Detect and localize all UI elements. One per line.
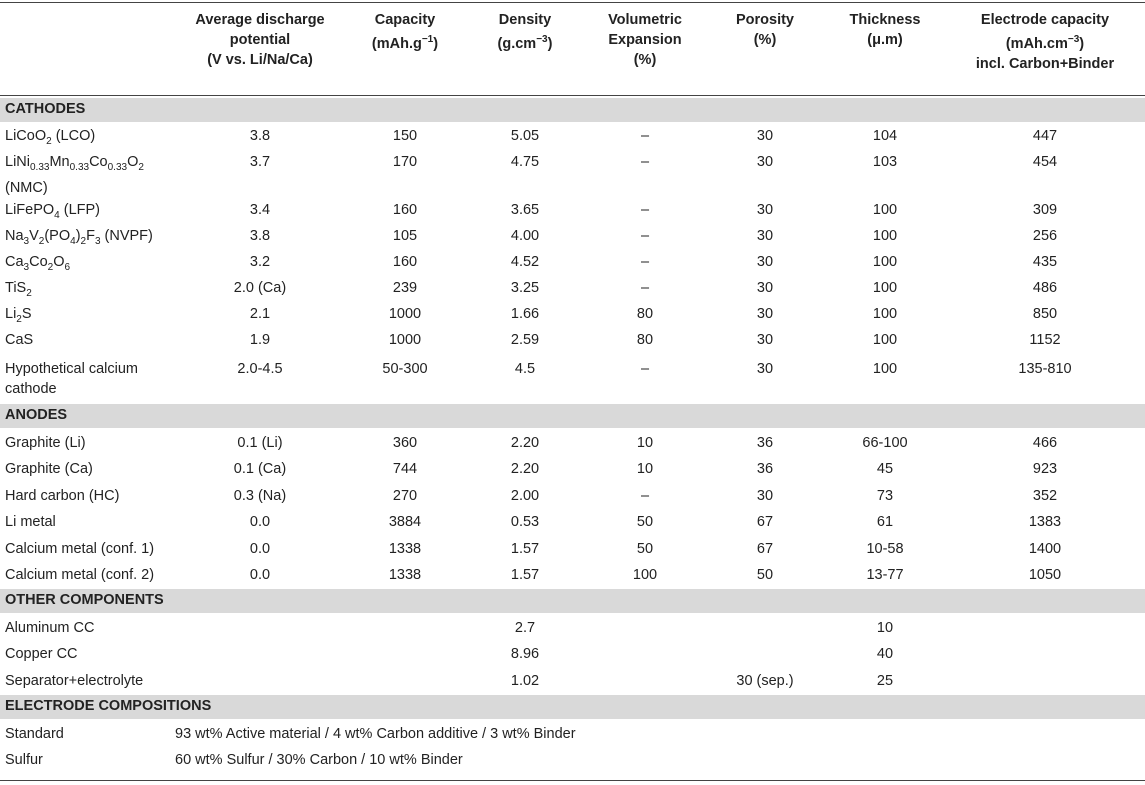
material-name: Li metal — [5, 514, 56, 530]
porosity-cell: 67 — [756, 514, 774, 530]
table-row — [0, 300, 1145, 326]
material-name: Copper CC — [5, 646, 78, 662]
porosity-cell: 30 — [756, 361, 774, 377]
density-cell: 2.59 — [510, 332, 540, 348]
potential-cell: 3.2 — [249, 254, 271, 270]
capacity-cell: 170 — [392, 154, 418, 170]
table-row — [0, 326, 1145, 352]
material-name: Separator+electrolyte — [5, 673, 144, 689]
porosity-cell: 30 — [756, 280, 774, 296]
expansion-cell: – — [640, 488, 650, 504]
thickness-cell: 25 — [876, 673, 894, 689]
table-row — [0, 561, 1145, 587]
table-row — [0, 248, 1145, 274]
thickness-cell: 61 — [876, 514, 894, 530]
thickness-cell: 45 — [876, 461, 894, 477]
density-cell: 0.53 — [510, 514, 540, 530]
electrode-capacity-cell: 352 — [1032, 488, 1058, 504]
thickness-cell: 100 — [872, 280, 898, 296]
header-capacity: Capacity $(mAh.g^{-1})$ — [371, 12, 439, 52]
electrode-capacity-cell: 447 — [1032, 128, 1058, 144]
potential-cell: 3.8 — [249, 128, 271, 144]
potential-cell: 0.0 — [249, 567, 271, 583]
density-cell: 4.00 — [510, 228, 540, 244]
capacity-cell: 744 — [392, 461, 418, 477]
thickness-cell: 100 — [872, 332, 898, 348]
thickness-cell: 100 — [872, 202, 898, 218]
thickness-cell: 100 — [872, 228, 898, 244]
material-name: Graphite (Li) — [5, 435, 86, 451]
expansion-cell: 100 — [632, 567, 658, 583]
thickness-cell: 10 — [876, 620, 894, 636]
potential-cell: 0.3 (Na) — [233, 488, 287, 504]
potential-cell: 0.1 (Ca) — [233, 461, 287, 477]
capacity-cell: 105 — [392, 228, 418, 244]
porosity-cell: 36 — [756, 435, 774, 451]
capacity-cell: 3884 — [388, 514, 422, 530]
capacity-cell: 160 — [392, 254, 418, 270]
capacity-cell: 50-300 — [382, 361, 428, 377]
porosity-cell: 30 — [756, 154, 774, 170]
electrode-capacity-cell: 135-810 — [1018, 361, 1072, 377]
thickness-cell: 100 — [872, 254, 898, 270]
electrode-capacity-cell: 256 — [1032, 228, 1058, 244]
porosity-cell: 30 — [756, 488, 774, 504]
material-name: Hypothetical calcium cathode — [5, 361, 138, 397]
density-cell: 4.75 — [510, 154, 540, 170]
density-cell: 2.20 — [510, 461, 540, 477]
table-row — [0, 508, 1145, 534]
table-row — [0, 720, 1145, 746]
expansion-cell: – — [640, 280, 650, 296]
potential-cell: 2.0 (Ca) — [233, 280, 287, 296]
potential-cell: 0.0 — [249, 541, 271, 557]
material-name: TiS$_2$ — [5, 280, 32, 299]
expansion-cell: – — [640, 228, 650, 244]
potential-cell: 0.1 (Li) — [237, 435, 283, 451]
electrode-capacity-cell: 1400 — [1028, 541, 1062, 557]
porosity-cell: 30 — [756, 306, 774, 322]
density-cell: 2.20 — [510, 435, 540, 451]
density-cell: 1.57 — [510, 567, 540, 583]
header-thickness: Thickness (μ.m) — [849, 12, 921, 48]
table-row — [0, 614, 1145, 640]
table-row — [0, 196, 1145, 222]
capacity-cell: 270 — [392, 488, 418, 504]
bottom-rule — [0, 780, 1145, 781]
density-cell: 1.57 — [510, 541, 540, 557]
density-cell: 2.7 — [514, 620, 536, 636]
potential-cell: 0.0 — [249, 514, 271, 530]
table-row — [0, 640, 1145, 666]
material-name: LiFePO$_4$ (LFP) — [5, 202, 101, 221]
capacity-cell: 160 — [392, 202, 418, 218]
capacity-cell: 239 — [392, 280, 418, 296]
thickness-cell: 10-58 — [866, 541, 904, 557]
composition-text: 60 wt% Sulfur / 30% Carbon / 10 wt% Binder — [175, 752, 463, 768]
potential-cell: 3.8 — [249, 228, 271, 244]
density-cell: 2.00 — [510, 488, 540, 504]
electrode-capacity-cell: 1383 — [1028, 514, 1062, 530]
table-row — [0, 482, 1145, 508]
section-cathodes: CATHODES — [0, 98, 1145, 122]
top-rule — [0, 2, 1145, 3]
potential-cell: 3.4 — [249, 202, 271, 218]
porosity-cell: 67 — [756, 541, 774, 557]
density-cell: 8.96 — [510, 646, 540, 662]
expansion-cell: 50 — [636, 541, 654, 557]
thickness-cell: 66-100 — [862, 435, 908, 451]
material-name: $Li_2S$ — [5, 306, 32, 325]
expansion-cell: – — [640, 254, 650, 270]
header-density: Density $(g.cm^{-3})$ — [497, 12, 553, 52]
header-electrode-capacity: Electrode capacity $(mAh.cm^{-3})$ incl. Carbon+Binder — [975, 12, 1115, 72]
table-row — [0, 148, 1145, 194]
expansion-cell: – — [640, 154, 650, 170]
expansion-cell: – — [640, 361, 650, 377]
expansion-cell: 10 — [636, 435, 654, 451]
porosity-cell: 30 — [756, 332, 774, 348]
expansion-cell: 80 — [636, 306, 654, 322]
capacity-cell: 1338 — [388, 567, 422, 583]
table-header — [0, 10, 1145, 90]
density-cell: 5.05 — [510, 128, 540, 144]
density-cell: 4.5 — [514, 361, 536, 377]
material-name: LiCoO$_2$ (LCO) — [5, 128, 96, 147]
porosity-cell: 30 (sep.) — [736, 673, 794, 689]
section-anodes: ANODES — [0, 404, 1145, 428]
potential-cell: 2.1 — [249, 306, 271, 322]
density-cell: 1.02 — [510, 673, 540, 689]
electrode-capacity-cell: 850 — [1032, 306, 1058, 322]
potential-cell: 1.9 — [249, 332, 271, 348]
thickness-cell: 13-77 — [866, 567, 904, 583]
porosity-cell: 36 — [756, 461, 774, 477]
material-name: $LiNi_{0.33}Mn_{0.33}Co_{0.33}O_2$ (NMC) — [5, 154, 144, 196]
material-name: $Ca_3Co_2O_6$ — [5, 254, 71, 273]
material-name: Calcium metal (conf. 1) — [5, 541, 155, 557]
header-rule — [0, 95, 1145, 96]
section-electrode-compositions: ELECTRODE COMPOSITIONS — [0, 695, 1145, 719]
density-cell: 1.66 — [510, 306, 540, 322]
expansion-cell: – — [640, 128, 650, 144]
porosity-cell: 50 — [756, 567, 774, 583]
thickness-cell: 40 — [876, 646, 894, 662]
table-row — [0, 535, 1145, 561]
table-row — [0, 355, 1145, 401]
composition-text: 93 wt% Active material / 4 wt% Carbon additive / 3 wt% Binder — [175, 726, 576, 742]
section-other-components: OTHER COMPONENTS — [0, 589, 1145, 613]
material-name: Calcium metal (conf. 2) — [5, 567, 155, 583]
table-row — [0, 222, 1145, 248]
porosity-cell: 30 — [756, 128, 774, 144]
table-row — [0, 274, 1145, 300]
capacity-cell: 150 — [392, 128, 418, 144]
material-name: $Na_3V_2(PO_4)_2F_3$ (NVPF) — [5, 228, 153, 247]
material-name: CaS — [5, 332, 34, 348]
table-row — [0, 429, 1145, 455]
header-expansion: Volumetric Expansion (%) — [608, 12, 682, 68]
header-potential: Average discharge potential (V vs. Li/Na/Ca) — [195, 12, 325, 68]
capacity-cell: 1338 — [388, 541, 422, 557]
capacity-cell: 360 — [392, 435, 418, 451]
material-name: Hard carbon (HC) — [5, 488, 120, 504]
expansion-cell: – — [640, 202, 650, 218]
porosity-cell: 30 — [756, 254, 774, 270]
expansion-cell: 50 — [636, 514, 654, 530]
electrode-capacity-cell: 1050 — [1028, 567, 1062, 583]
capacity-cell: 1000 — [388, 332, 422, 348]
thickness-cell: 100 — [872, 361, 898, 377]
table-row — [0, 455, 1145, 481]
thickness-cell: 104 — [872, 128, 898, 144]
electrode-capacity-cell: 486 — [1032, 280, 1058, 296]
table-row — [0, 746, 1145, 772]
electrode-capacity-cell: 454 — [1032, 154, 1058, 170]
electrode-capacity-cell: 1152 — [1029, 332, 1061, 348]
density-cell: 4.52 — [510, 254, 540, 270]
capacity-cell: 1000 — [388, 306, 422, 322]
electrode-capacity-cell: 309 — [1032, 202, 1058, 218]
potential-cell: 3.7 — [249, 154, 271, 170]
electrode-capacity-cell: 466 — [1032, 435, 1058, 451]
density-cell: 3.25 — [510, 280, 540, 296]
density-cell: 3.65 — [510, 202, 540, 218]
material-name: Aluminum CC — [5, 620, 95, 636]
composition-name: Sulfur — [5, 752, 43, 768]
thickness-cell: 103 — [872, 154, 898, 170]
thickness-cell: 73 — [876, 488, 894, 504]
electrode-capacity-cell: 923 — [1032, 461, 1058, 477]
table-row — [0, 122, 1145, 148]
composition-name: Standard — [5, 726, 64, 742]
material-name: Graphite (Ca) — [5, 461, 93, 477]
header-porosity: Porosity (%) — [735, 12, 794, 48]
potential-cell: 2.0-4.5 — [237, 361, 283, 377]
thickness-cell: 100 — [872, 306, 898, 322]
expansion-cell: 80 — [636, 332, 654, 348]
expansion-cell: 10 — [636, 461, 654, 477]
table-row — [0, 667, 1145, 693]
electrode-capacity-cell: 435 — [1032, 254, 1058, 270]
porosity-cell: 30 — [756, 228, 774, 244]
porosity-cell: 30 — [756, 202, 774, 218]
